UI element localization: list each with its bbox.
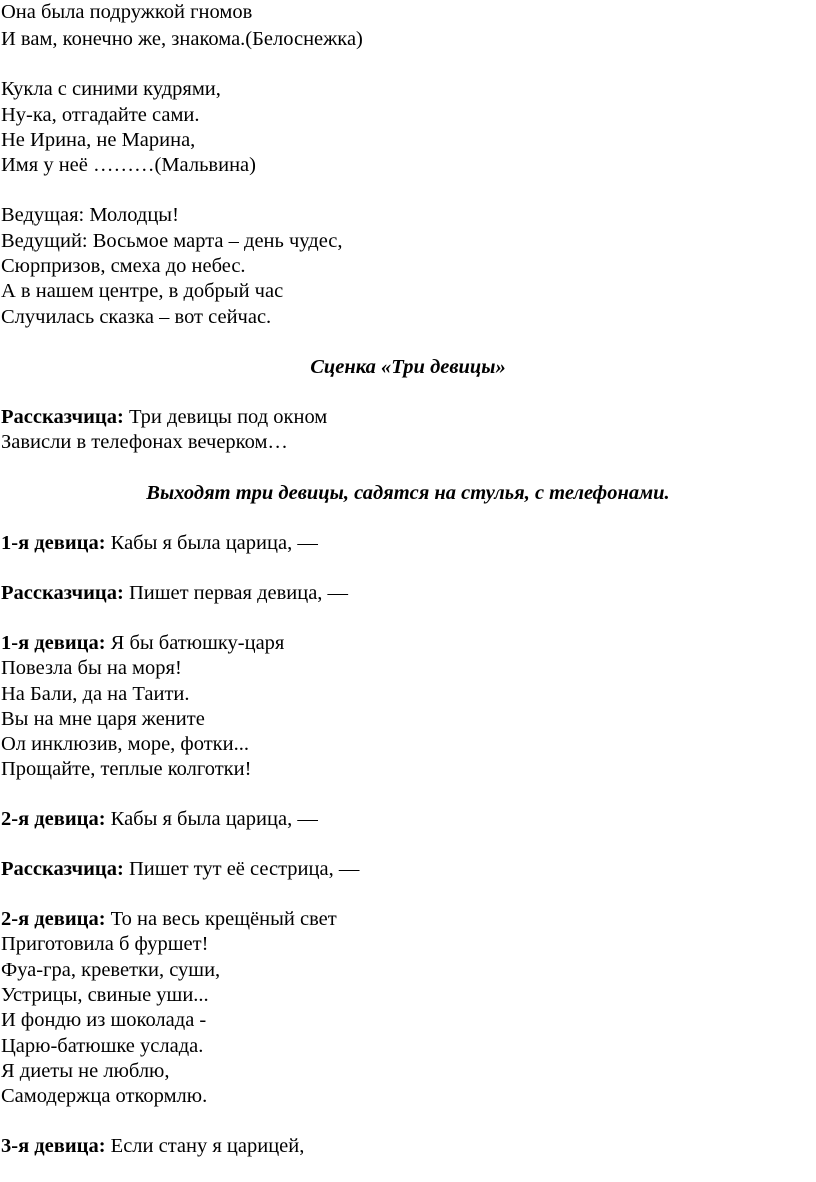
host-line: Случилась сказка – вот сейчас. bbox=[1, 306, 272, 328]
verse-line: Приготовила б фуршет! bbox=[1, 933, 209, 955]
riddle-line: Она была подружкой гномов bbox=[1, 1, 253, 23]
speaker-label: 3-я девица: bbox=[1, 1135, 106, 1157]
speaker-label: Рассказчица: bbox=[1, 582, 124, 604]
riddle-line: Имя у неё ………(Мальвина) bbox=[1, 154, 256, 176]
speaker-label: Рассказчица: bbox=[1, 406, 124, 428]
dialogue-line bbox=[1, 857, 359, 881]
dialogue-text: Я бы батюшку-царя bbox=[105, 632, 285, 654]
dialogue-line bbox=[1, 631, 284, 655]
verse-line: Я диеты не люблю, bbox=[1, 1060, 170, 1082]
speaker-label: 1-я девица: bbox=[1, 532, 106, 554]
dialogue-text: Кабы я была царица, — bbox=[105, 808, 318, 830]
dialogue-line bbox=[1, 807, 318, 831]
dialogue-text: Кабы я была царица, — bbox=[105, 532, 318, 554]
verse-line: Царю-батюшке услада. bbox=[1, 1035, 204, 1057]
verse-line: Повезла бы на моря! bbox=[1, 657, 182, 679]
verse-line: Самодержца откормлю. bbox=[1, 1085, 208, 1107]
scene-title: Сценка «Три девицы» bbox=[310, 356, 506, 378]
host-line: Ведущая: Молодцы! bbox=[1, 204, 179, 226]
dialogue-text: Пишет тут её сестрица, — bbox=[123, 858, 360, 880]
dialogue-line bbox=[1, 531, 318, 555]
verse-line: Фуа-гра, креветки, суши, bbox=[1, 959, 221, 981]
verse-line: Прощайте, теплые колготки! bbox=[1, 758, 252, 780]
verse-line: На Бали, да на Таити. bbox=[1, 683, 190, 705]
dialogue-line bbox=[1, 581, 348, 605]
dialogue-text: Пишет первая девица, — bbox=[123, 582, 349, 604]
speaker-label: 1-я девица: bbox=[1, 632, 106, 654]
verse-line: Вы на мне царя жените bbox=[1, 708, 205, 730]
host-line: Сюрпризов, смеха до небес. bbox=[1, 255, 246, 277]
verse-line: И фондю из шоколада - bbox=[1, 1009, 207, 1031]
dialogue-text: Если стану я царицей, bbox=[105, 1135, 305, 1157]
dialogue-line bbox=[1, 1134, 304, 1158]
verse-line: Ол инклюзив, море, фотки... bbox=[1, 733, 249, 755]
host-line: А в нашем центре, в добрый час bbox=[1, 280, 284, 302]
riddle-line: Ну-ка, отгадайте сами. bbox=[1, 104, 200, 126]
riddle-line: Не Ирина, не Марина, bbox=[1, 129, 196, 151]
speaker-label: Рассказчица: bbox=[1, 858, 124, 880]
speaker-label: 2-я девица: bbox=[1, 908, 106, 930]
verse-line: Устрицы, свиные уши... bbox=[1, 984, 209, 1006]
dialogue-line: Зависли в телефонах вечерком… bbox=[1, 431, 288, 453]
dialogue-line bbox=[1, 907, 337, 931]
speaker-label: 2-я девица: bbox=[1, 808, 106, 830]
dialogue-text: То на весь крещёный свет bbox=[105, 908, 337, 930]
dialogue-text: Три девицы под окном bbox=[123, 406, 328, 428]
riddle-line: Кукла с синими кудрями, bbox=[1, 78, 221, 100]
host-line: Ведущий: Восьмое марта – день чудес, bbox=[1, 230, 343, 252]
stage-direction: Выходят три девицы, садятся на стулья, с телефонами. bbox=[146, 482, 670, 504]
dialogue-line bbox=[1, 405, 327, 429]
riddle-line: И вам, конечно же, знакома.(Белоснежка) bbox=[1, 28, 363, 50]
